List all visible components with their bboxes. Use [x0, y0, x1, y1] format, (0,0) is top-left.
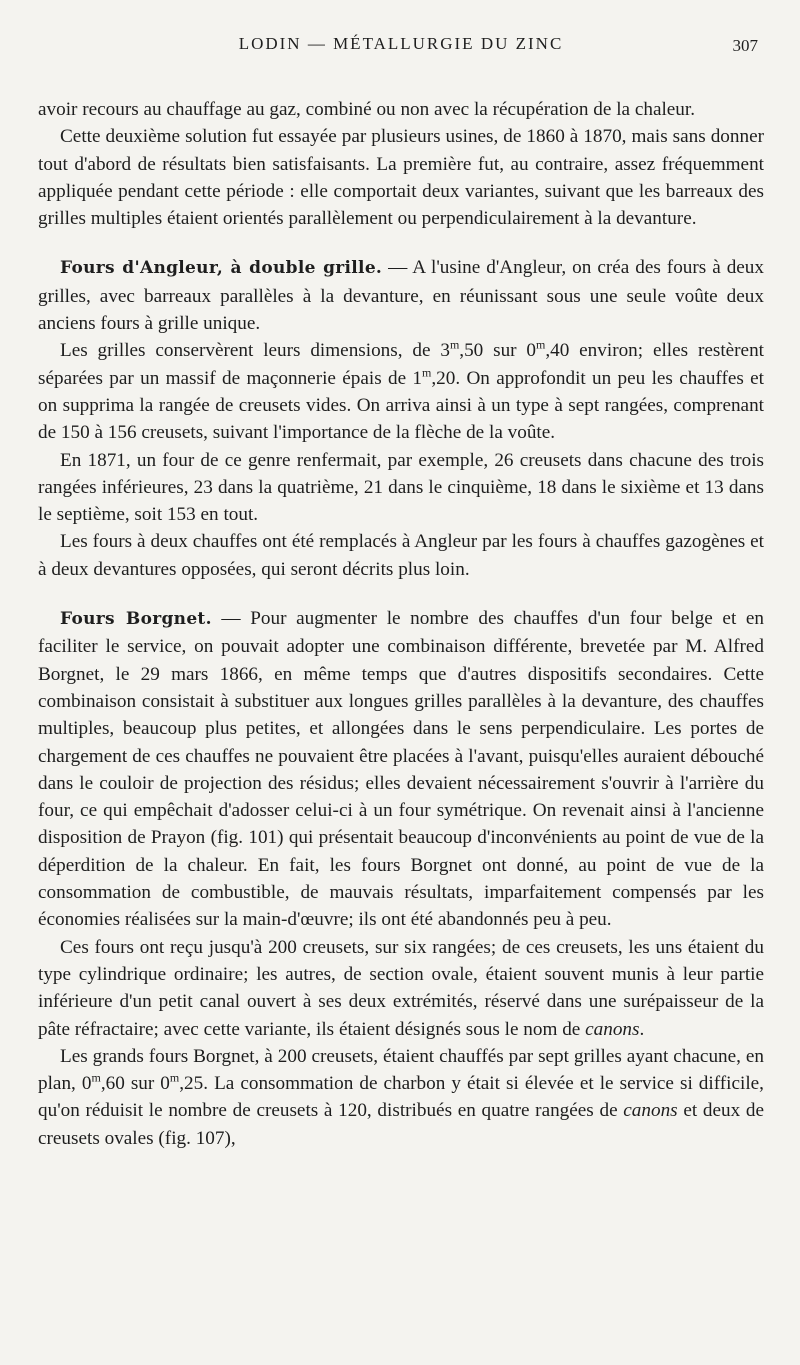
text-run: Ces fours ont reçu jusqu'à 200 creusets, sur six rangées; de ces creusets, les uns étaient du type cylindrique ordinaire; les autres, de section ovale, étaient souvent munis à leur partie inférieure d'un petit canal ouvert à ses deux extrémités, réservé dans une surépaisseur de la pâte réfractaire; avec cette variante, ils étaient désignés sous le nom de: [38, 936, 764, 1040]
section-borgnet: [38, 605, 764, 934]
paragraph-1871-example: En 1871, un four de ce genre renfermait, par exemple, 26 creusets dans chacune des trois rangées inférieures, 23 dans la quatrième, 21 dans le cinquième, 18 dans le sixième et 13 dans le septième, soit 153 en tout.: [38, 449, 764, 526]
paragraph-second-solution: Cette deuxième solution fut essayée par plusieurs usines, de 1860 à 1870, mais sans donner tout d'abord de résultats bien satisfaisants. La première fut, au contraire, assez fréquemment appliquée pendant cette période : elle comportait deux variantes, suivant que les barreaux des grilles multiples étaient orientés parallèlement ou perpendiculairement à la devanture.: [38, 126, 764, 230]
italic-term: canons: [623, 1100, 678, 1122]
section-angleur: [38, 254, 764, 337]
text-run: ,60 sur 0: [100, 1073, 170, 1095]
paragraph-continuation: avoir recours au chauffage au gaz, combiné ou non avec la récupération de la chaleur.: [38, 99, 696, 120]
text-run: Les grands fours Borgnet, à 200 creusets, étaient chauffés par sept grilles ayant chacune, en plan, 0: [38, 1045, 764, 1095]
text-run: ,20. On approfondit un peu les chauffes et on supprima la rangée de creusets vides. On arriva ainsi à un type à sept rangées, comprenant de 150 à 156 creusets, suivant l'importance de la flèche de la voûte.: [38, 367, 764, 444]
text-run: ,25. La consommation de charbon y était si élevée et le service si difficile, qu'on réduisit le nombre de creusets à 120, distribués en quatre rangées de: [38, 1073, 764, 1122]
paragraph-replaced: Les fours à deux chauffes ont été remplacés à Angleur par les fours à chauffes gazogènes et à deux devantures opposées, qui seront décrits plus loin.: [38, 531, 764, 580]
page-header: [38, 22, 764, 62]
text-run: .: [639, 1018, 645, 1040]
section-heading-angleur: Fours d'Angleur, à double grille.: [60, 258, 383, 279]
running-head: LODIN — MÉTALLURGIE DU ZINC: [238, 34, 564, 53]
section-text-borgnet: — Pour augmenter le nombre des chauffes d'un four belge et en faciliter le service, on pouvait adopter une combinaison différente, brevetée par M. Alfred Borgnet, le 29 mars 1866, en même temps que d'autres dispositifs secondaires. Cette combinaison consistait à substituer aux longues grilles parallèles à la devanture, des chauffes multiples, beaucoup plus petites, et allongées dans le sens perpendiculaire. Les portes de chargement de ces chauffes ne pouvaient être placées à l'avant, puisqu'elles auraient débouché dans le couloir de projection des résidus; elles devaient nécessairement s'ouvrir à l'arrière du four, ce qui empêchait d'adosser celui-ci à un four symétrique. On revenait ainsi à l'ancienne disposition de Prayon (fig. 101) qui présentait beaucoup d'inconvénients au point de vue de la déperdition de la chaleur. En fait, les fours Borgnet ont donné, au point de vue de la consommation de combustible, de mauvais résultats, imparfaitement compensés par les économies réalisées sur la main-d'œuvre; ils ont été abandonnés peu à peu.: [38, 608, 765, 931]
paragraph-grands-fours: [38, 1043, 764, 1152]
paragraph-creusets: [38, 934, 764, 1043]
page-number: 307: [732, 36, 758, 55]
section-text-angleur: — A l'usine d'Angleur, on créa des fours à deux grilles, avec barreaux parallèles à la devanture, en réunissant sous une seule voûte deux anciens fours à grille unique.: [38, 257, 764, 335]
unit-superscript: m: [536, 337, 546, 352]
body-text: [38, 96, 764, 1152]
text-run: Les grilles conservèrent leurs dimensions, de 3: [60, 340, 450, 362]
text-run: et deux de creusets ovales (fig. 107),: [38, 1100, 764, 1149]
italic-term: canons: [585, 1018, 640, 1040]
unit-superscript: m: [422, 365, 432, 380]
section-heading-borgnet: Fours Borgnet.: [60, 609, 212, 630]
unit-superscript: m: [449, 337, 460, 352]
unit-superscript: m: [169, 1070, 180, 1085]
unit-superscript: m: [91, 1070, 101, 1085]
text-run: ,50 sur 0: [459, 340, 536, 362]
paragraph-grille-dimensions: [38, 337, 764, 446]
text-run: ,40 environ; elles restèrent séparées par un massif de maçonnerie épais de 1: [38, 340, 765, 389]
